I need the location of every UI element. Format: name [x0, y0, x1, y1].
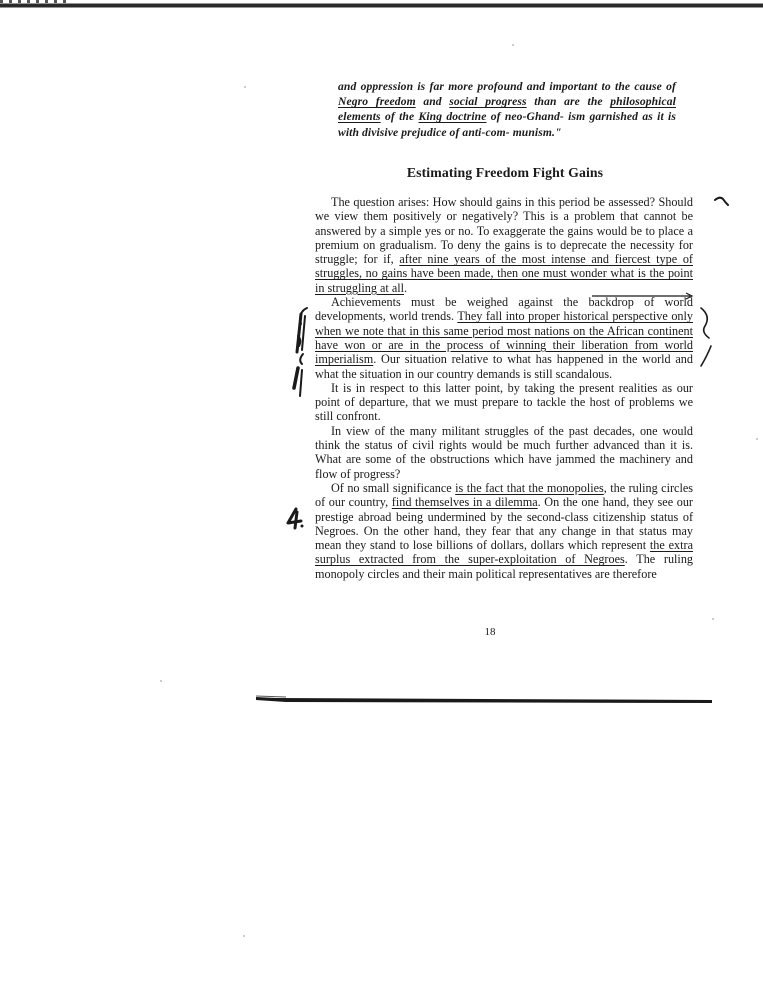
- scan-speck: [243, 935, 245, 937]
- paragraph-text: , the ruling circles of our country,: [315, 480, 693, 510]
- paragraph-text: .: [404, 280, 408, 295]
- underlined-phrase: is the fact that the monopolies: [455, 480, 604, 495]
- paragraph: [315, 295, 693, 381]
- right-margin-bracket: [695, 306, 719, 368]
- underline-arrow-stroke: [590, 290, 700, 302]
- quote-line: of the: [380, 110, 419, 124]
- paragraph: In view of the many militant struggles of the past decades, one would think the status of civil rights would be much further advanced than it is. What are some of the obstructions which have jammed the machinery and flow of progress?: [315, 423, 693, 481]
- paragraph-text: . Our situation relative to what has happened in the world and what the situation in our country demands is still scandalous.: [315, 352, 693, 381]
- scan-speck: [756, 438, 758, 440]
- paragraph-text: The question arises: How should gains in this period be assessed? Should we view them positively or negatively? This is a problem that cannot be answered by a simple yes or no. To exaggerate the gains would be to place a premium on gradualism. To deny the gains is to deprecate the necessity for struggle; for if,: [315, 195, 693, 267]
- page-number: 18: [484, 626, 496, 638]
- section-heading: Estimating Freedom Fight Gains: [406, 165, 604, 180]
- scan-speck: [160, 680, 162, 682]
- underlined-phrase: after nine years of the most intense and fiercest type of struggles, no gains have been made, then one must wonder what is the point in struggling at all: [315, 252, 693, 295]
- paragraph-text: . The ruling monopoly circles and their main political representatives are therefore: [315, 552, 694, 581]
- bottom-heavy-rule: [256, 694, 712, 705]
- paragraph-text: Of no small significance: [331, 480, 456, 495]
- scan-speck: [512, 44, 514, 46]
- body-text: [315, 195, 693, 581]
- paragraph-text: Achievements must be weighed against the backdrop of world developments, world trends.: [315, 295, 693, 324]
- quote-line: ism garnished as it is with divisive prejudice of anti-com-: [338, 110, 676, 139]
- underlined-phrase: Negro freedom: [338, 95, 416, 109]
- underlined-phrase: find themselves in a dilemma: [391, 495, 538, 510]
- quote-line: and: [415, 95, 450, 109]
- quote-line: than are the: [526, 95, 603, 109]
- scan-speck: [712, 618, 714, 620]
- paragraph-text: . On the one hand, they see our prestige abroad being undermined by the second-class citizenship status of Negroes. On the other hand, they fear that any change in that status may mean they stand to lose billions of dollars, dollars which represent: [315, 495, 693, 553]
- underlined-phrase: They fall into proper historical perspective only when we note that in this same period most nations on the African continent have won or are in the process of winning their liberation from world imperialism: [315, 309, 693, 367]
- scan-speck: [244, 86, 246, 88]
- quote-line: cause of: [634, 80, 676, 93]
- underlined-phrase: the extra surplus extracted from the super-exploitation of Negroes: [315, 538, 693, 567]
- left-margin-bracket: [284, 306, 314, 400]
- paragraph: [315, 195, 693, 295]
- corner-tick-mark: [713, 195, 733, 211]
- quote-line: of neo-Ghand-: [486, 110, 564, 124]
- paragraph: It is in respect to this latter point, by taking the present realities as our point of departure, that we must prepare to tackle the host of problems we still confront.: [315, 380, 693, 424]
- underlined-phrase: King doctrine: [418, 110, 487, 124]
- underlined-phrase: social progress: [449, 95, 527, 109]
- quoted-passage: [338, 79, 676, 140]
- quote-line: and oppression is far more profound and important to the: [338, 80, 631, 93]
- quote-line: munism.": [512, 125, 562, 139]
- underlined-phrase: philosophical elements: [338, 95, 676, 124]
- paragraph: [315, 481, 693, 581]
- numeral-four-margin-note: [284, 506, 306, 532]
